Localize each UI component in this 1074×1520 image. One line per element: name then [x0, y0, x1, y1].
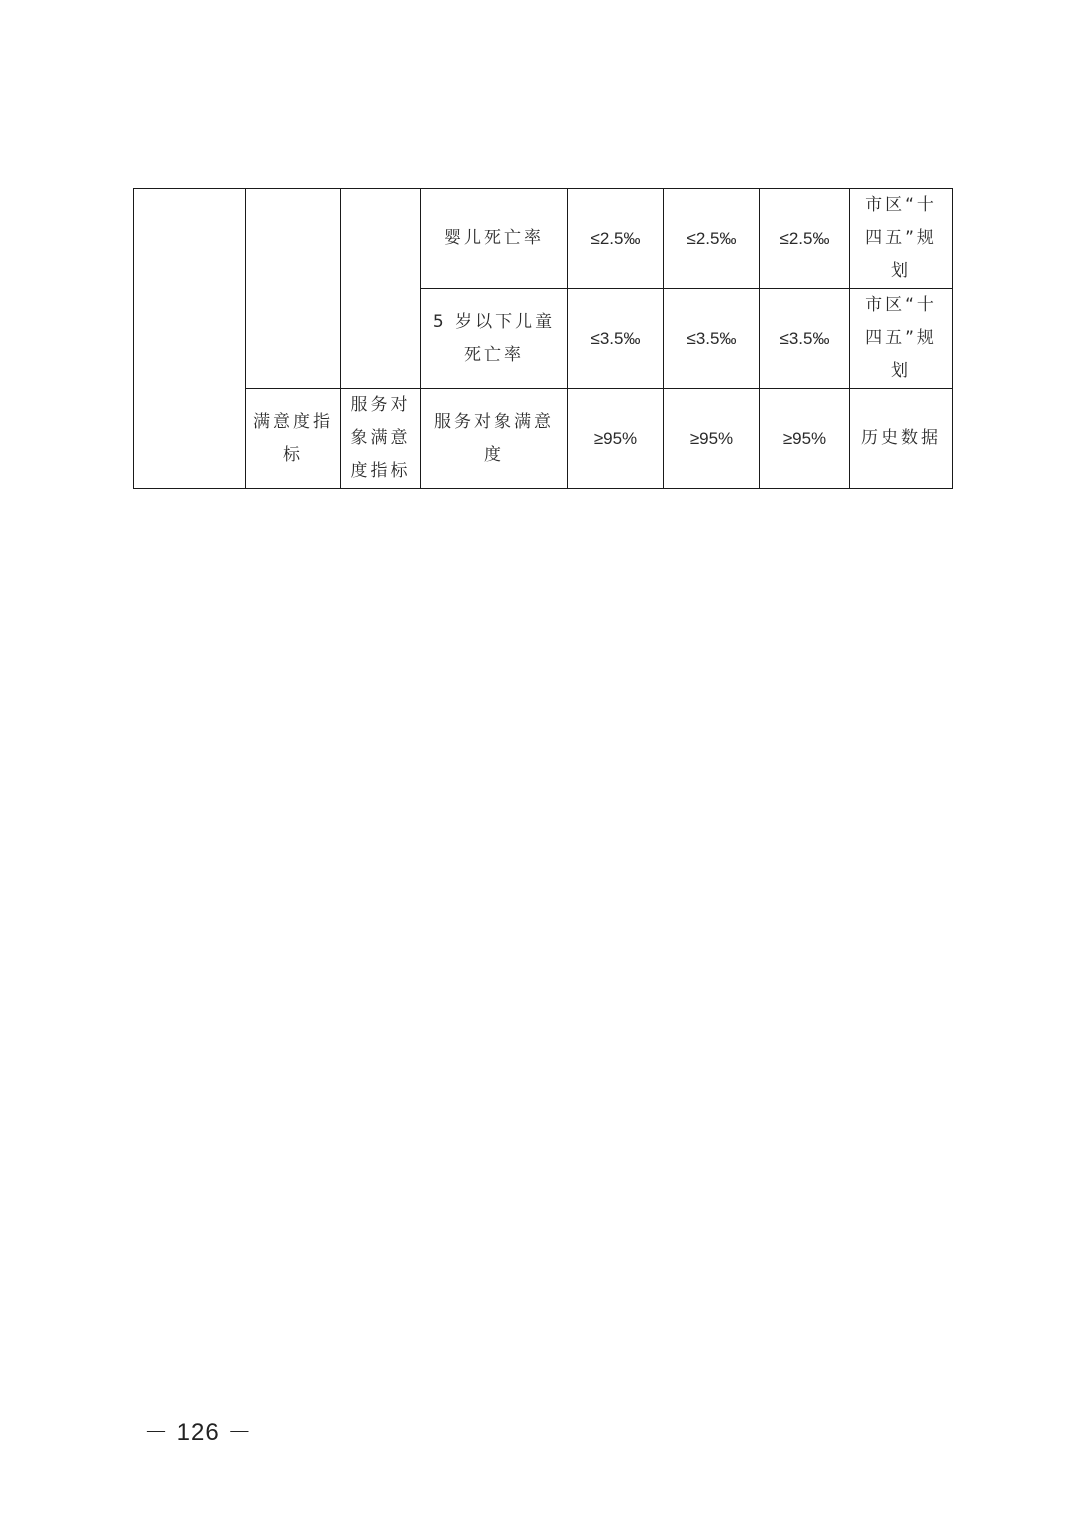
indicator-name-cell: 5 岁以下儿童死亡率 [421, 289, 568, 389]
table-row [134, 389, 953, 489]
target-value-cell: ≤3.5‰ [664, 289, 760, 389]
performance-indicator-table [133, 188, 953, 489]
target-value-cell: ≤3.5‰ [568, 289, 664, 389]
level2-indicator-cell: 满意度指标 [246, 389, 341, 489]
level1-indicator-cell [134, 189, 246, 489]
target-value-cell: ≥95% [664, 389, 760, 489]
data-source-cell: 市区“十四五”规划 [850, 289, 953, 389]
target-value-cell: ≥95% [760, 389, 850, 489]
target-value-cell: ≤2.5‰ [760, 189, 850, 289]
level3-indicator-cell: 服务对象满意度指标 [341, 389, 421, 489]
target-value-cell: ≥95% [568, 389, 664, 489]
indicator-name-cell: 婴儿死亡率 [421, 189, 568, 289]
indicator-name-cell: 服务对象满意度 [421, 389, 568, 489]
level2-indicator-cell [246, 189, 341, 389]
table-row [134, 189, 953, 289]
target-value-cell: ≤2.5‰ [664, 189, 760, 289]
level3-indicator-cell [341, 189, 421, 389]
data-source-cell: 历史数据 [850, 389, 953, 489]
target-value-cell: ≤2.5‰ [568, 189, 664, 289]
target-value-cell: ≤3.5‰ [760, 289, 850, 389]
page-number: － 126 － [144, 1419, 253, 1446]
data-source-cell: 市区“十四五”规划 [850, 189, 953, 289]
